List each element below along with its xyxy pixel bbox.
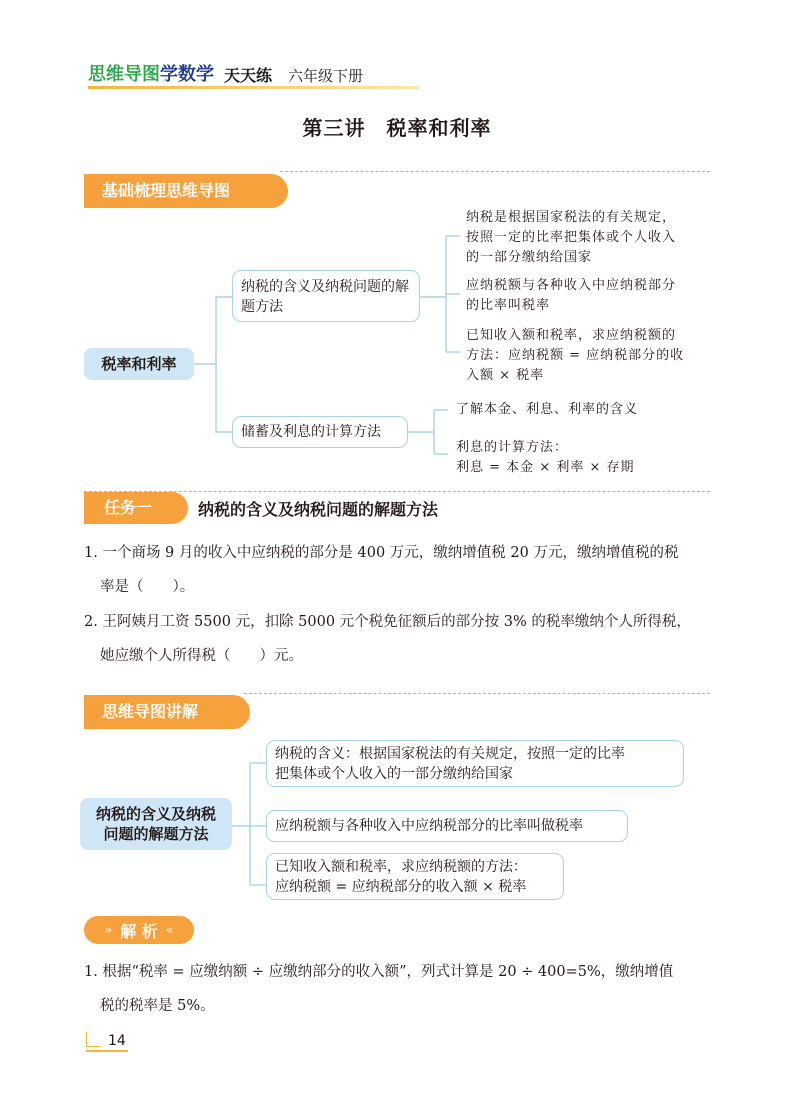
task-tab: 任务一 xyxy=(84,492,188,524)
mindmap-root: 税率和利率 xyxy=(84,348,194,380)
mindmap2-box-tax-rate: 应纳税额与各种收入中应纳税部分的比率叫做税率 xyxy=(266,810,628,842)
question-line: 率是（ ）。 xyxy=(100,579,195,595)
brand-series: 天天练 xyxy=(224,66,273,85)
mindmap-branch-interest: 储蓄及利息的计算方法 xyxy=(232,416,408,448)
mindmap-leaf: 应纳税额与各种收入中应纳税部分 的比率叫税率 xyxy=(466,278,677,314)
mindmap-leaf: 利息的计算方法： 利息 = 本金 × 利率 × 存期 xyxy=(456,440,635,476)
question-line: 她应缴个人所得税（ ）元。 xyxy=(100,648,303,664)
page-number-underline xyxy=(86,1050,128,1052)
chevron-left-icon: « xyxy=(165,923,174,937)
mindmap-branch-tax: 纳税的含义及纳税问题的解题方法 xyxy=(232,270,420,322)
mindmap-leaf: 了解本金、利息、利率的含义 xyxy=(456,402,639,417)
analysis-line: 1. 根据“税率 = 应缴纳额 ÷ 应缴纳部分的收入额”，列式计算是 20 ÷ 400=5%，缴纳增值 xyxy=(84,964,674,980)
question-line: 1. 一个商场 9 月的收入中应纳税的部分是 400 万元，缴纳增值税 20 万元，缴纳增值税的税 xyxy=(84,545,679,561)
mindmap2-box-formula: 已知收入额和税率，求应纳税额的方法： 应纳税额 = 应纳税部分的收入额 × 税率 xyxy=(266,853,564,900)
chevron-right-icon: » xyxy=(104,923,113,937)
task-divider xyxy=(84,491,710,492)
analysis-label: 解 析 xyxy=(120,921,158,941)
question-1 xyxy=(84,536,724,604)
analysis-text xyxy=(84,955,724,1023)
mindmap2-root: 纳税的含义及纳税 问题的解题方法 xyxy=(80,798,232,850)
question-line: 2. 王阿姨月工资 5500 元，扣除 5000 元个税免征额后的部分按 3% 的税率缴纳个人所得税， xyxy=(84,614,691,630)
section-tab-explain: 思维导图讲解 xyxy=(84,695,250,729)
section-tab-mindmap: 基础梳理思维导图 xyxy=(84,174,288,208)
mindmap-leaf: 已知收入额和税率，求应纳税额的 方法：应纳税额 = 应纳税部分的收 入额 × 税率 xyxy=(466,328,685,384)
mindmap2-box-definition: 纳税的含义：根据国家税法的有关规定，按照一定的比率 把集体或个人收入的一部分缴纳给国家 xyxy=(266,740,684,787)
brand-grade: 六年级下册 xyxy=(288,67,364,85)
section-divider xyxy=(244,693,710,694)
analysis-line: 税的税率是 5%。 xyxy=(100,998,215,1014)
lecture-title: 第三讲 税率和利率 xyxy=(302,116,492,140)
question-2 xyxy=(84,605,724,673)
brand-logo: 思维导图学数学 xyxy=(88,64,214,85)
analysis-tab xyxy=(84,916,194,944)
page-number: 14 xyxy=(108,1033,126,1049)
page-corner-mark xyxy=(86,1032,101,1047)
task-title: 纳税的含义及纳税问题的解题方法 xyxy=(198,500,439,519)
mindmap-leaf: 纳税是根据国家税法的有关规定， 按照一定的比率把集体或个人收入 的一部分缴纳给国家 xyxy=(466,210,677,266)
